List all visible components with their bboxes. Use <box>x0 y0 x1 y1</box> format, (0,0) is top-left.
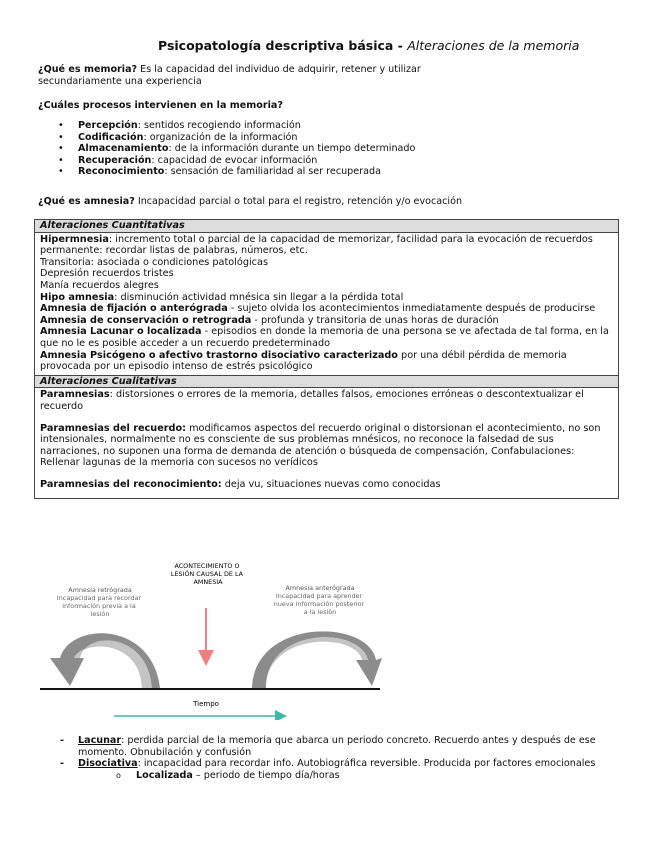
desc: : distorsiones o errores de la memoria, detalles falsos, emociones erróneas o descontextualizar el recuerdo <box>40 389 584 412</box>
procesos-question: ¿Cuáles procesos intervienen en la memoria? <box>38 100 283 111</box>
antero-title: Amnesia anterógrada <box>285 584 355 592</box>
tipos-list <box>60 735 600 781</box>
proceso-term: Percepción <box>78 120 138 131</box>
cuantitativas-header: Alteraciones Cuantitativas <box>35 220 618 233</box>
procesos-list <box>58 120 415 178</box>
list-item <box>58 132 415 144</box>
mania-row: Manía recuerdos alegres <box>40 279 159 291</box>
proceso-desc: : sentidos recogiendo información <box>137 120 301 131</box>
proceso-term: Almacenamiento <box>78 143 169 154</box>
list-item <box>58 166 415 178</box>
event-label-line: ACONTECIMIENTO O <box>174 562 240 570</box>
subtipo-term: Localizada <box>136 769 193 781</box>
proceso-term: Codificación <box>78 131 144 143</box>
antero-desc-line: Incapacidad para aprender <box>275 592 363 600</box>
hipermnesia-row <box>40 234 613 246</box>
term: Paramnesias del recuerdo: <box>40 422 187 434</box>
memoria-definition <box>38 64 421 87</box>
amnesia-definition <box>38 196 462 208</box>
page-title <box>158 38 579 53</box>
paramnesias-row <box>40 389 613 412</box>
desc: - sujeto olvida los acontecimientos inmediatamente después de producirse <box>227 303 596 315</box>
term: Paramnesias del reconocimiento: <box>40 478 222 490</box>
antero-desc-line: a la lesión <box>303 608 337 616</box>
term: Hipo amnesia <box>40 291 115 303</box>
tipo-term: Lacunar <box>78 735 122 746</box>
proceso-desc: : capacidad de evocar información <box>151 154 318 166</box>
reconocimiento-row <box>40 479 613 491</box>
event-label-line: AMNESIA <box>193 578 223 586</box>
subtipos-list <box>78 770 600 782</box>
antero-desc-line: nueva información posterior <box>273 600 365 608</box>
proceso-desc: : de la información durante un tiempo determinado <box>168 143 416 154</box>
proceso-desc: : organización de la información <box>143 131 298 143</box>
proceso-term: Recuperación <box>78 154 152 166</box>
term: Amnesia de fijación o anterógrada <box>40 303 228 315</box>
cualitativas-body <box>35 388 618 498</box>
amnesia-answer: Incapacidad parcial o total para el registro, retención y/o evocación <box>134 196 463 207</box>
term: Paramnesias <box>40 389 110 401</box>
desc: modificamos aspectos del recuerdo original o distorsionan el acontecimiento, no son intensionales, normalmente no es consciente de sus problemas mnésicos, no reconoce la falsedad de sus narraciones, no suponen una forma de demanda de atención o búsqueda de compensación, Confabulaciones: Rellenar lagunas de la memoria con sucesos no verídicos <box>40 422 601 469</box>
proceso-term: Reconocimiento <box>78 166 165 177</box>
cuantitativas-body <box>35 233 618 375</box>
desc: por una débil pérdida de memoria provocada por un episodio intenso de estrés psicológico <box>40 349 567 373</box>
list-item <box>60 735 600 758</box>
subtipo-desc: – periodo de tiempo día/horas <box>192 769 340 781</box>
conservacion-row <box>40 315 613 327</box>
event-label-line: LESIÓN CAUSAL DE LA <box>170 570 244 578</box>
proceso-desc: : sensación de familiaridad al ser recuperada <box>164 166 381 177</box>
permanente-row: permanente: recordar listas de palabras, números, etc. <box>40 245 308 257</box>
term: Hipermnesia <box>40 233 109 245</box>
term: Amnesia de conservación o retrograda <box>40 314 252 326</box>
list-item <box>58 120 415 132</box>
transitoria-row: Transitoria: asociada o condiciones patológicas <box>40 256 268 268</box>
alteraciones-table <box>34 219 619 499</box>
desc: : disminución actividad mnésica sin llegar a la pérdida total <box>114 291 404 303</box>
memoria-answer: Es la capacidad del individuo de adquirir, retener y utilizar <box>137 64 421 75</box>
tipo-term: Disociativa <box>78 758 138 770</box>
memoria-question: ¿Qué es memoria? <box>38 64 138 75</box>
fijacion-row <box>40 303 613 315</box>
memoria-answer-cont: secundariamente una experiencia <box>38 75 202 87</box>
cualitativas-header: Alteraciones Cualitativas <box>35 375 618 389</box>
amnesia-timeline-diagram <box>30 560 402 720</box>
desc: - profunda y transitoria de unas horas de duración <box>251 314 499 326</box>
page-title-sub: Alteraciones de la memoria <box>407 38 580 53</box>
desc: : incremento total o parcial de la capacidad de memorizar, facilidad para la evocación de recuerdos <box>108 233 593 245</box>
term: Amnesia Lacunar o localizada <box>40 326 202 338</box>
page-title-main: Psicopatología descriptiva básica - <box>158 38 408 53</box>
list-item <box>58 155 415 167</box>
list-item <box>116 770 600 782</box>
retro-desc-line: información previa a la <box>62 602 136 610</box>
tipo-desc: : incapacidad para recordar info. Autobiográfica reversible. Producida por factores emocionales <box>137 758 596 770</box>
desc: - episodios en donde la memoria de una persona se ve afectada de tal forma, en la que no le es posible acceder a un recuerdo predeterminado <box>40 326 609 349</box>
retro-title: Amnesia retrógrada <box>68 586 132 594</box>
amnesia-question: ¿Qué es amnesia? <box>38 196 135 207</box>
desc: deja vu, situaciones nuevas como conocidas <box>221 478 441 490</box>
term: Amnesia Psicógeno o afectivo trastorno disociativo caracterizado <box>40 349 398 361</box>
event-label <box>171 562 245 586</box>
lacunar-row <box>40 326 613 349</box>
recuerdo-row <box>40 423 613 469</box>
antero-desc <box>274 592 366 616</box>
retro-desc <box>57 594 143 618</box>
hipoamnesia-row <box>40 292 613 304</box>
list-item <box>60 758 600 781</box>
depresion-row: Depresión recuerdos tristes <box>40 268 174 280</box>
tipo-desc: : perdida parcial de la memoria que abarca un periodo concreto. Recuerdo antes y después de ese momento. Obnubilación y confusión <box>78 735 596 758</box>
psicogeno-row <box>40 350 613 373</box>
retro-desc-line: lesión <box>90 610 110 618</box>
time-label: Tiempo <box>193 700 219 708</box>
list-item <box>58 143 415 155</box>
retro-desc-line: Incapacidad para recordar <box>56 594 142 602</box>
